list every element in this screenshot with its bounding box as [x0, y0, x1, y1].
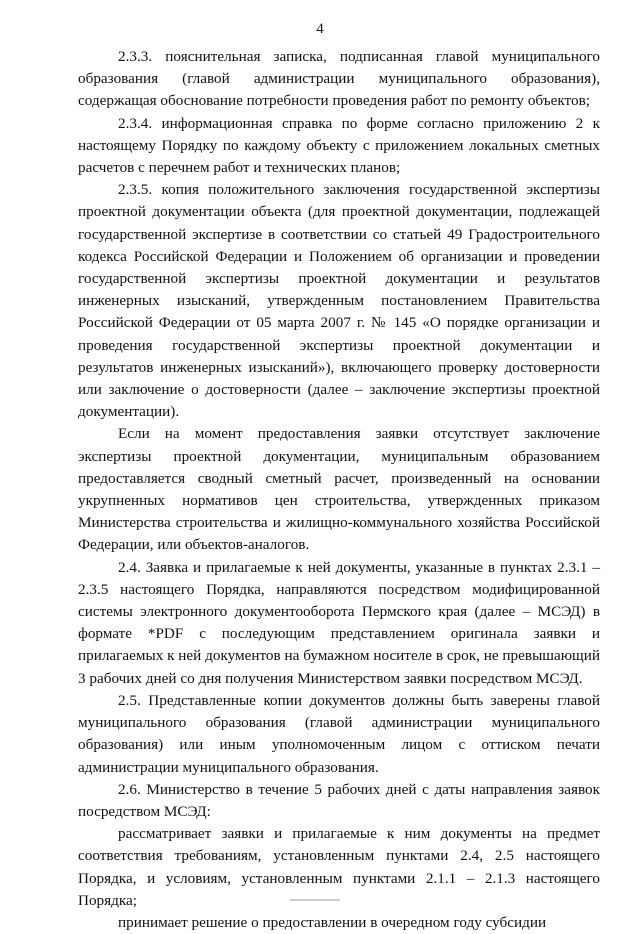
paragraph-2-3-3: 2.3.3. пояснительная записка, подписанная главой муниципального образования (главой администрации муниципального образования), содержащая обоснование потребности проведения работ по ремонту объектов; — [78, 48, 600, 110]
paragraph-no-expertise: Если на момент предоставления заявки отсутствует заключение экспертизы проектной документации, муниципальным образованием предоставляется сводный сметный расчет, произведенный на основании укрупненных нормативов цен строительства, утвержденных приказом Министерства строительства и жилищно-коммунального хозяйства Российской Федерации, или объектов-аналогов. — [78, 425, 600, 554]
paragraph-decision: принимает решение о предоставлении в очередном году субсидии — [118, 913, 547, 931]
paragraph-2-4: 2.4. Заявка и прилагаемые к ней документы, указанные в пунктах 2.3.1 – 2.3.5 настоящего Порядка, направляются посредством модифицированной системы электронного документооборота Пермского края (далее – МСЭД) в формате *PDF с последующим представлением оригинала заявки и прилагаемых к ней документов на бумажном носителе в срок, не превышающий 3 рабочих дней со дня получения Министерством заявки посредством МСЭД. — [78, 558, 600, 687]
paragraph-2-3-4: 2.3.4. информационная справка по форме согласно приложению 2 к настоящему Порядку по каждому объекту с приложением локальных сметных расчетов с перечнем работ и технических планов; — [78, 114, 600, 177]
page-number: 4 — [316, 21, 324, 37]
paragraph-2-6: 2.6. Министерство в течение 5 рабочих дней с даты направления заявок посредством МСЭД: — [78, 780, 600, 820]
paragraph-2-5: 2.5. Представленные копии документов должны быть заверены главой муниципального образования (главой администрации муниципального образования) или иным уполномоченным лицом с оттиском печати администрации муниципального образования. — [78, 691, 600, 776]
paragraph-2-3-5: 2.3.5. копия положительного заключения государственной экспертизы проектной документации объекта (для проектной документации, подлежащей государственной экспертизе в соответствии со статьей 49 Градостроительного кодекса Российской Федерации и Положением об организации и проведении государственной экспертизы проектной документации и результатов инженерных изысканий, утвержденным постановлением Правительства Российской Федерации от 05 марта 2007 г. № 145 «О порядке организации и проведения государственной экспертизы проектной документации и результатов инженерных изысканий»), включающего проверку достоверности или заключение о достоверности (далее – заключение экспертизы проектной документации). — [78, 181, 600, 421]
document-body — [78, 46, 600, 934]
paragraph-reviews: рассматривает заявки и прилагаемые к ним документы на предмет соответствия требованиям, установленным пунктами 2.4, 2.5 настоящего Порядка, и условиям, установленным пунктами 2.1.1 – 2.1.3 настоящего Порядка; — [78, 825, 600, 909]
page-edge-mark — [290, 899, 340, 901]
